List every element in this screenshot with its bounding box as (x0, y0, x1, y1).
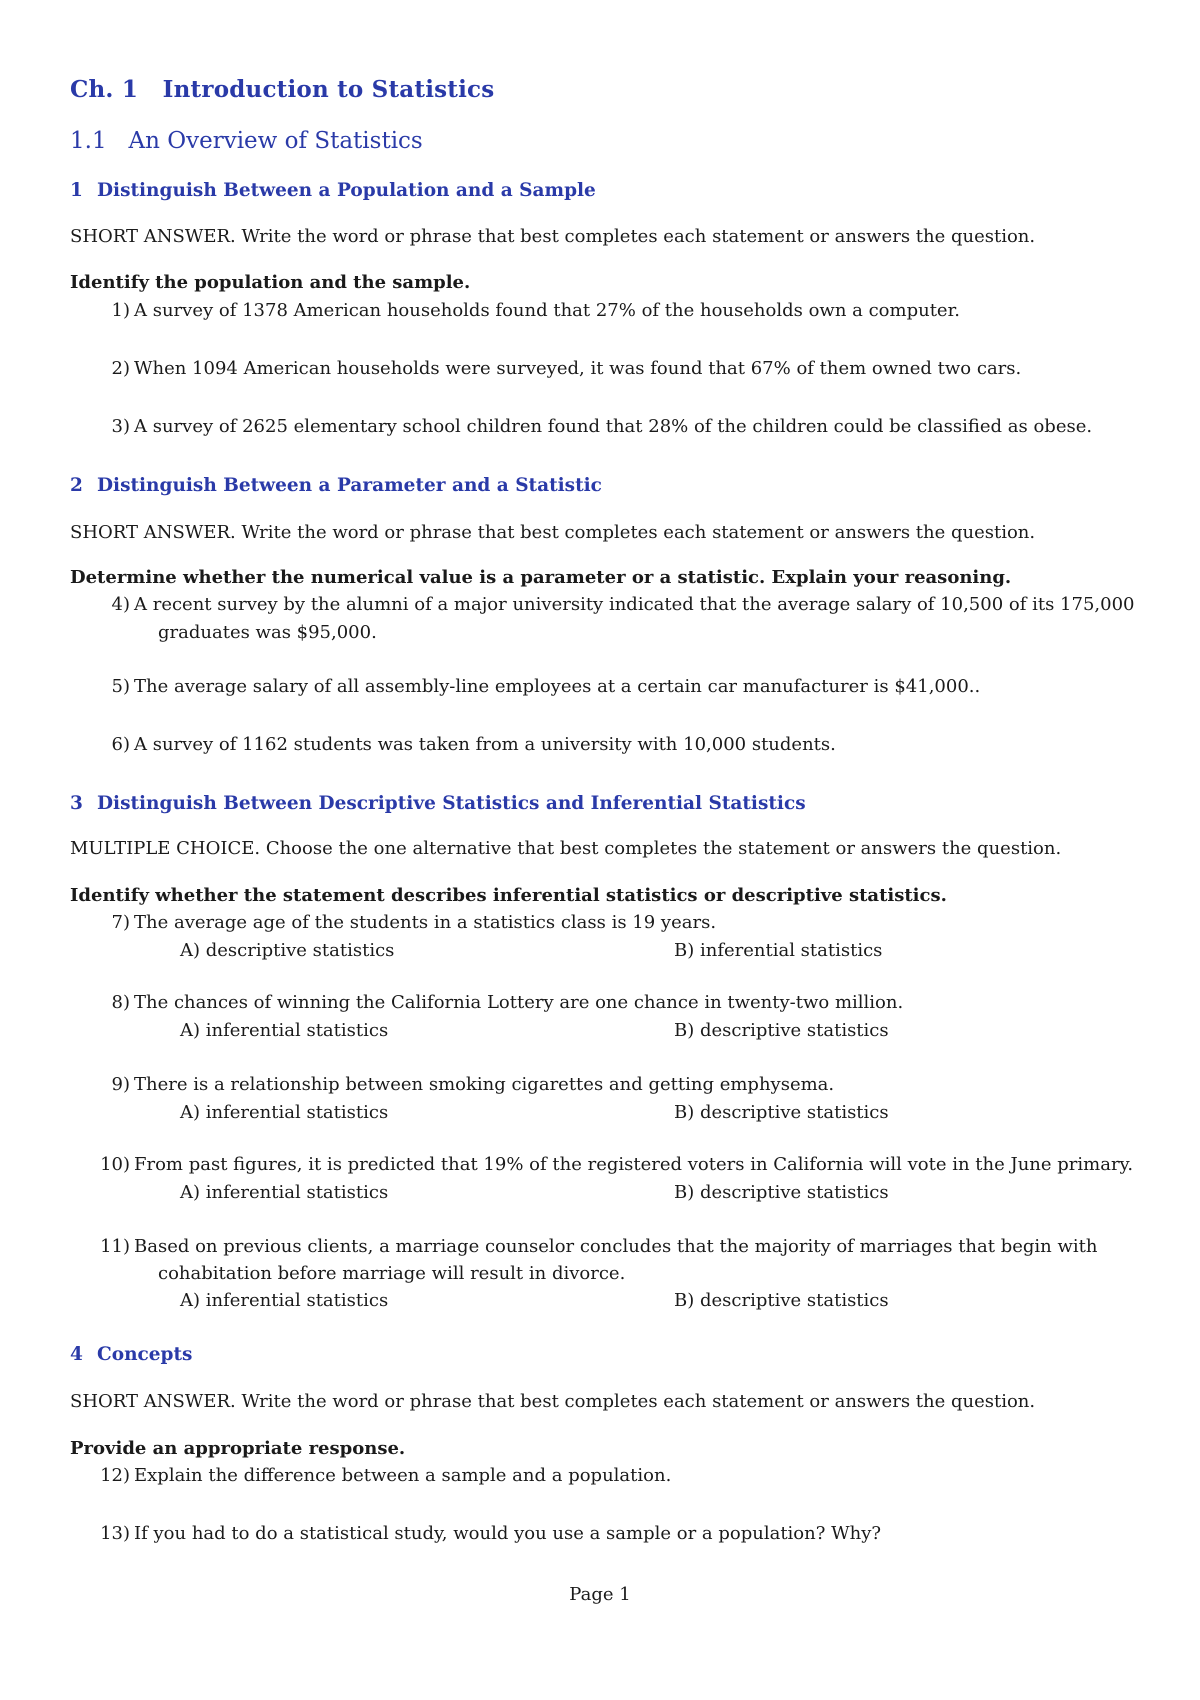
objective-heading (70, 475, 602, 496)
question-item (104, 992, 903, 1013)
question-item (104, 912, 716, 933)
question-text: When 1094 American households were surveyed, it was found that 67% of them owned two cars. (134, 358, 1022, 379)
objective-heading (70, 1344, 192, 1365)
question-text: From past figures, it is predicted that 19% of the registered voters in California will vote in the June primary. (134, 1154, 1134, 1175)
instructions: SHORT ANSWER. Write the word or phrase that best completes each statement or answers the question. (70, 1391, 1036, 1412)
question-number: 9) (111, 1074, 130, 1095)
question-text: A survey of 1162 students was taken from a university with 10,000 students. (134, 734, 836, 755)
question-item (104, 676, 980, 697)
chapter-number: Ch. 1 (70, 76, 139, 103)
objective-number: 3 (70, 793, 83, 814)
question-number: 8) (111, 992, 130, 1013)
question-number: 4) (111, 594, 130, 615)
question-number: 13) (100, 1523, 130, 1544)
objective-title: Distinguish Between a Parameter and a Statistic (97, 475, 602, 496)
section-title (70, 128, 423, 154)
question-number: 3) (111, 416, 130, 437)
answer-option-a[interactable]: A) inferential statistics (180, 1182, 389, 1203)
objective-heading (70, 180, 596, 201)
question-text-continued: cohabitation before marriage will result in divorce. (158, 1263, 626, 1284)
question-number: 7) (111, 912, 130, 933)
objective-number: 4 (70, 1344, 83, 1365)
chapter-title (70, 76, 494, 103)
directive: Identify the population and the sample. (70, 272, 471, 293)
directive: Provide an appropriate response. (70, 1438, 406, 1459)
question-text: The chances of winning the California Lottery are one chance in twenty-two million. (134, 992, 904, 1013)
objective-title: Concepts (97, 1344, 193, 1365)
page-number: Page 1 (569, 1584, 631, 1605)
question-text: If you had to do a statistical study, would you use a sample or a population? Why? (134, 1523, 882, 1544)
answer-option-b[interactable]: B) descriptive statistics (674, 1102, 889, 1123)
answer-option-b[interactable]: B) descriptive statistics (674, 1020, 889, 1041)
answer-option-a[interactable]: A) descriptive statistics (180, 940, 395, 961)
question-number: 1) (111, 300, 130, 321)
question-text: Based on previous clients, a marriage counselor concludes that the majority of marriages that begin with (134, 1236, 1098, 1257)
question-item (104, 358, 1021, 379)
question-item (100, 1465, 671, 1486)
question-item (100, 1523, 881, 1544)
chapter-title-text: Introduction to Statistics (162, 76, 495, 103)
question-text: The average salary of all assembly-line employees at a certain car manufacturer is $41,000.. (134, 676, 981, 697)
answer-option-a[interactable]: A) inferential statistics (180, 1102, 389, 1123)
question-item (104, 734, 836, 755)
objective-heading (70, 793, 806, 814)
question-text: A recent survey by the alumni of a major university indicated that the average salary of 10,500 of its 175,000 (134, 594, 1135, 615)
question-item (104, 416, 1092, 437)
question-number: 6) (111, 734, 130, 755)
question-number: 5) (111, 676, 130, 697)
section-title-text: An Overview of Statistics (128, 128, 423, 154)
answer-option-b[interactable]: B) inferential statistics (674, 940, 883, 961)
section-number: 1.1 (70, 128, 107, 154)
directive: Determine whether the numerical value is a parameter or a statistic. Explain your reasoning. (70, 567, 1012, 588)
question-item (104, 300, 960, 321)
question-item (100, 1236, 1097, 1257)
question-number: 2) (111, 358, 130, 379)
question-text: A survey of 1378 American households found that 27% of the households own a computer. (134, 300, 960, 321)
instructions: SHORT ANSWER. Write the word or phrase that best completes each statement or answers the question. (70, 226, 1036, 247)
question-text: Explain the difference between a sample and a population. (134, 1465, 672, 1486)
question-text-continued: graduates was $95,000. (158, 622, 377, 643)
instructions: MULTIPLE CHOICE. Choose the one alternative that best completes the statement or answers the question. (70, 838, 1062, 859)
question-text: The average age of the students in a statistics class is 19 years. (134, 912, 717, 933)
question-item (104, 594, 1135, 615)
question-item (100, 1154, 1133, 1175)
question-text: A survey of 2625 elementary school children found that 28% of the children could be classified as obese. (134, 416, 1093, 437)
question-number: 11) (100, 1236, 130, 1257)
question-item (104, 1074, 834, 1095)
question-number: 10) (100, 1154, 130, 1175)
objective-title: Distinguish Between a Population and a Sample (97, 180, 596, 201)
answer-option-a[interactable]: A) inferential statistics (180, 1020, 389, 1041)
question-number: 12) (100, 1465, 130, 1486)
answer-option-b[interactable]: B) descriptive statistics (674, 1290, 889, 1311)
objective-number: 2 (70, 475, 83, 496)
directive: Identify whether the statement describes inferential statistics or descriptive statistics. (70, 885, 947, 906)
question-text: There is a relationship between smoking cigarettes and getting emphysema. (134, 1074, 835, 1095)
answer-option-a[interactable]: A) inferential statistics (180, 1290, 389, 1311)
instructions: SHORT ANSWER. Write the word or phrase that best completes each statement or answers the question. (70, 522, 1036, 543)
answer-option-b[interactable]: B) descriptive statistics (674, 1182, 889, 1203)
objective-number: 1 (70, 180, 83, 201)
objective-title: Distinguish Between Descriptive Statistics and Inferential Statistics (97, 793, 806, 814)
